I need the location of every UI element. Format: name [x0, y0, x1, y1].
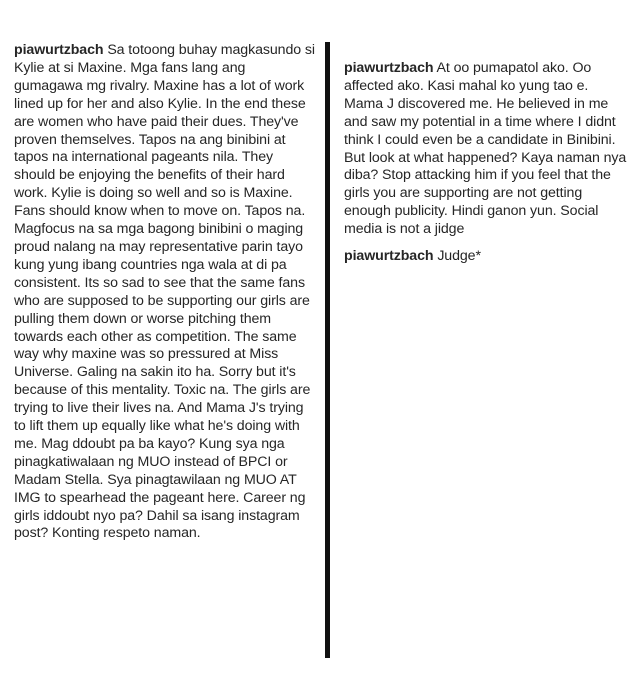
comment-username[interactable]: piawurtzbach: [344, 60, 434, 76]
comment-text: Judge*: [437, 248, 481, 265]
comment: [344, 60, 630, 239]
right-comment-panel: [330, 0, 640, 700]
comment-username[interactable]: piawurtzbach: [344, 248, 434, 265]
comment-text: At oo pumapatol ako. Oo affected ako. Kasi mahal ko yung tao e. Mama J discovered me. He believed in me and saw my potential in a time where I didnt think I could even be a candidate in Binibini. But look at what happened? Kaya naman nya diba? Stop attacking him if you feel that the girls you are supporting are not getting enough publicity. Hindi ganon yun. Social media is not a jidge: [344, 60, 627, 238]
comment-text: Sa totoong buhay magkasundo si Kylie at si Maxine. Mga fans lang ang gumagawa mg rivalry. Maxine has a lot of work lined up for her and also Kylie. In the end these are women who have paid their dues. They've proven themselves. Tapos na ang binibini at tapos na international pageants nila. They should be enjoying the benefits of their hard work. Kylie is doing so well and so is Maxine. Fans should know when to move on. Tapos na. Magfocus na sa mga bagong binibini o maging proud nalang na may representative parin tayo kung yung ibang countries nga wala at di pa consistent. Its so sad to see that the same fans who are supposed to be supporting our girls are pulling them down or worse pitching them towards each other as competition. The same way why maxine was so pressured at Miss Universe. Galing na sakin ito ha. Sorry but it's because of this mentality. Toxic na. The girls are trying to live their lives na. And Mama J's trying to lift them up equally like what he's doing with me. Mag ddoubt pa ba kayo? Kung sya nga pinagkatiwalaan ng MUO instead of BPCI or Madam Stella. Sya pinagtawilaan ng MUO AT IMG to spearhead the pageant here. Career ng girls iddoubt nyo pa? Dahil sa isang instagram post? Konting respeto naman.: [14, 42, 315, 542]
comment-username[interactable]: piawurtzbach: [14, 42, 104, 58]
comment: [344, 248, 630, 266]
comment: [14, 42, 317, 543]
